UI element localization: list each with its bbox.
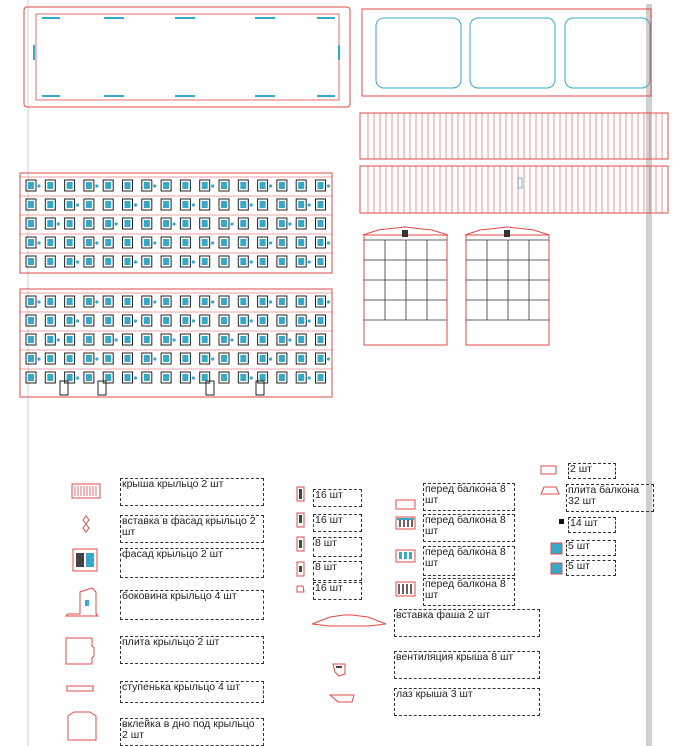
- label-balcony-front-3: перед балкона 8 шт: [423, 546, 515, 576]
- label-roof-insert: вставка фаша 2 шт: [394, 609, 540, 637]
- balcony-front-part-2: [396, 517, 415, 529]
- label-count-8a: 8 шт: [313, 537, 362, 557]
- blue-square-part-1: [551, 543, 562, 554]
- porch-slab-part: [66, 638, 94, 664]
- label-roof-hatch: лаз крыша 3 шт: [394, 688, 540, 716]
- label-balcony-slab: плита балкона 32 шт: [566, 484, 654, 512]
- balcony-slab-part: [541, 487, 559, 494]
- porch-facade-insert-part: [83, 516, 89, 532]
- facade-front: [20, 173, 332, 273]
- roof-hatch-part: [330, 695, 354, 702]
- right-edge-strip: [646, 4, 652, 746]
- facade-back: [20, 289, 332, 397]
- porch-step-part: [67, 686, 93, 691]
- blue-square-part-2: [551, 563, 562, 574]
- label-count-2: 2 шт: [568, 463, 616, 479]
- roof-insert-part: [312, 615, 386, 626]
- roof-strip-2: [360, 166, 668, 213]
- roof-strip-1: [360, 113, 668, 159]
- roof-panel-left: [24, 7, 350, 107]
- label-balcony-front-2: перед балкона 8 шт: [423, 514, 515, 542]
- balcony-front-part-3: [396, 550, 415, 562]
- roof-panel-right: [362, 9, 651, 96]
- porch-roof-part: [72, 484, 100, 498]
- label-porch-facade: фасад крыльцо 2 шт: [120, 548, 264, 578]
- label-count-16a: 16 шт: [313, 489, 362, 507]
- label-porch-bottom-insert: вклейка в дно под крыльцо 2 шт: [120, 718, 264, 746]
- porch-facade-part: [73, 549, 97, 571]
- balcony-side-part-2: [297, 513, 304, 527]
- balcony-side-part-4: [297, 562, 304, 576]
- balcony-side-part-1: [297, 487, 304, 501]
- label-roof-vent: вентиляция крыша 8 шт: [394, 651, 540, 679]
- label-porch-step: ступенька крыльцо 4 шт: [120, 681, 264, 703]
- label-balcony-front-1: перед балкона 8 шт: [423, 483, 515, 511]
- label-porch-roof: крыша крыльцо 2 шт: [120, 478, 264, 506]
- balcony-front-part-1: [396, 500, 415, 509]
- label-count-5a: 5 шт: [566, 540, 616, 556]
- small-black-part: [559, 519, 564, 524]
- label-count-5b: 5 шт: [566, 560, 616, 576]
- label-porch-side: боковина крыльцо 4 шт: [120, 590, 264, 620]
- label-count-16c: 16 шт: [313, 582, 362, 600]
- porch-bottom-insert-part: [68, 712, 96, 740]
- balcony-side-part-5: [297, 586, 304, 592]
- label-balcony-front-4: перед балкона 8 шт: [423, 578, 515, 606]
- balcony-slab-small-part: [541, 466, 556, 474]
- gable-end-left: [363, 227, 448, 345]
- label-porch-facade-insert: вставка в фасад крыльцо 2 шт: [120, 515, 264, 543]
- balcony-side-part-3: [297, 537, 304, 551]
- label-porch-slab: плита крыльцо 2 шт: [120, 636, 264, 664]
- roof-vent-part: [333, 664, 345, 676]
- label-count-8b: 8 шт: [313, 561, 362, 581]
- label-count-14: 14 шт: [568, 517, 616, 533]
- porch-side-part: [66, 588, 98, 616]
- label-count-16b: 16 шт: [313, 514, 362, 532]
- gable-end-right: [465, 227, 549, 345]
- balcony-front-part-4: [396, 582, 415, 596]
